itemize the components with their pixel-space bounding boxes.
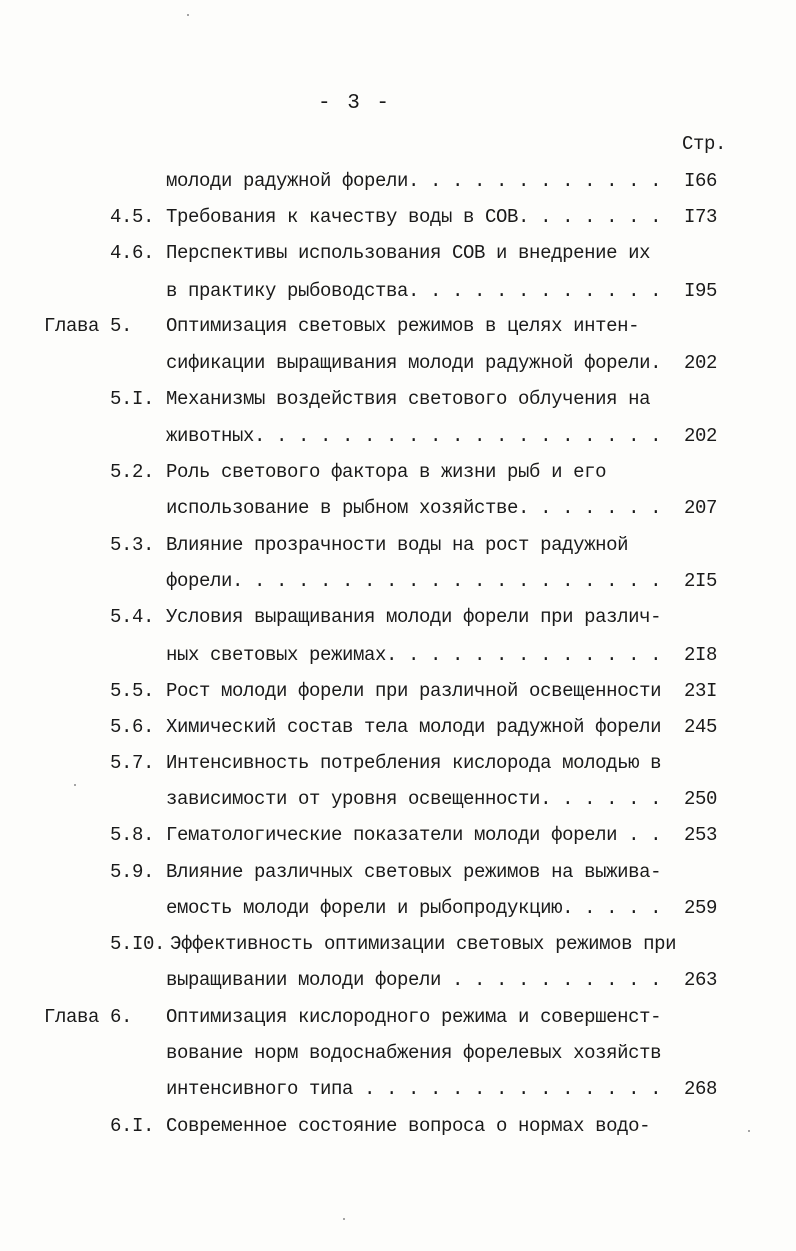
toc-entry-number: 5.3. — [110, 534, 155, 556]
page-column-header: Стр. — [682, 133, 727, 155]
toc-entry-text: емость молоди форели и рыбопродукцию. . . . . — [166, 897, 662, 919]
toc-entry-page: 23I — [684, 680, 718, 702]
toc-entry-page: I95 — [684, 280, 718, 302]
toc-entry-number: 5.9. — [110, 861, 155, 883]
scan-speck — [748, 1130, 750, 1132]
toc-entry-text: выращивании молоди форели . . . . . . . . . . — [166, 969, 662, 991]
toc-entry-number: 5.5. — [110, 680, 155, 702]
toc-entry-text: животных. . . . . . . . . . . . . . . . . . . — [166, 425, 662, 447]
page-number: - 3 - — [318, 92, 392, 115]
toc-entry-text: молоди радужной форели. . . . . . . . . . . . — [166, 170, 662, 192]
toc-entry-number: 5.6. — [110, 716, 155, 738]
toc-entry-text: Влияние различных световых режимов на выжива- — [166, 861, 662, 883]
scan-speck — [343, 1218, 345, 1220]
toc-entry-page: 2I5 — [684, 570, 718, 592]
toc-entry-text: в практику рыбоводства. . . . . . . . . . . . — [166, 280, 662, 302]
toc-entry-page: 202 — [684, 425, 718, 447]
scan-speck — [187, 14, 189, 16]
toc-entry-number: 5.I. — [110, 388, 155, 410]
toc-entry-page: 2I8 — [684, 644, 718, 666]
toc-entry-text: сификации выращивания молоди радужной форели. — [166, 352, 662, 374]
toc-entry-text: Современное состояние вопроса о нормах водо- — [166, 1115, 651, 1137]
toc-entry-page: 263 — [684, 969, 718, 991]
toc-entry-page: 250 — [684, 788, 718, 810]
toc-entry-text: форели. . . . . . . . . . . . . . . . . . . . — [166, 570, 662, 592]
toc-entry-number: 5.8. — [110, 824, 155, 846]
toc-entry-text: Влияние прозрачности воды на рост радужной — [166, 534, 629, 556]
toc-entry-text: Рост молоди форели при различной освещенности — [166, 680, 662, 702]
toc-entry-number: 5.2. — [110, 461, 155, 483]
toc-entry-text: зависимости от уровня освещенности. . . . . . — [166, 788, 662, 810]
toc-entry-text: Механизмы воздействия светового облучения на — [166, 388, 651, 410]
chapter-number: Глава 6. — [44, 1006, 133, 1028]
toc-entry-page: 202 — [684, 352, 718, 374]
toc-entry-text: Гематологические показатели молоди форели . . — [166, 824, 662, 846]
toc-entry-page: 245 — [684, 716, 718, 738]
toc-entry-number: 5.I0. — [110, 933, 166, 955]
toc-entry-page: I66 — [684, 170, 718, 192]
toc-entry-text: Условия выращивания молоди форели при различ- — [166, 606, 662, 628]
toc-entry-page: 253 — [684, 824, 718, 846]
toc-entry-text: Химический состав тела молоди радужной форели — [166, 716, 662, 738]
toc-entry-page: I73 — [684, 206, 718, 228]
toc-entry-number: 6.I. — [110, 1115, 155, 1137]
toc-entry-text: ных световых режимах. . . . . . . . . . . . . — [166, 644, 662, 666]
toc-entry-page: 259 — [684, 897, 718, 919]
toc-entry-text: использование в рыбном хозяйстве. . . . . . . — [166, 497, 662, 519]
toc-entry-text: Роль светового фактора в жизни рыб и его — [166, 461, 607, 483]
scan-speck — [74, 784, 76, 786]
chapter-number: Глава 5. — [44, 315, 133, 337]
toc-entry-page: 268 — [684, 1078, 718, 1100]
toc-entry-number: 5.4. — [110, 606, 155, 628]
toc-entry-number: 5.7. — [110, 752, 155, 774]
toc-entry-number: 4.5. — [110, 206, 155, 228]
toc-entry-text: интенсивного типа . . . . . . . . . . . . . . — [166, 1078, 662, 1100]
toc-entry-text: Требования к качеству воды в СОВ. . . . . . . — [166, 206, 662, 228]
toc-entry-number: 4.6. — [110, 242, 155, 264]
toc-entry-text: Эффективность оптимизации световых режимов при — [170, 933, 677, 955]
toc-entry-page: 207 — [684, 497, 718, 519]
toc-entry-text: Оптимизация световых режимов в целях интен- — [166, 315, 640, 337]
toc-entry-text: Перспективы использования СОВ и внедрение их — [166, 242, 651, 264]
toc-entry-text: Оптимизация кислородного режима и совершенст- — [166, 1006, 662, 1028]
toc-entry-text: вование норм водоснабжения форелевых хозяйств — [166, 1042, 662, 1064]
toc-entry-text: Интенсивность потребления кислорода молодью в — [166, 752, 662, 774]
